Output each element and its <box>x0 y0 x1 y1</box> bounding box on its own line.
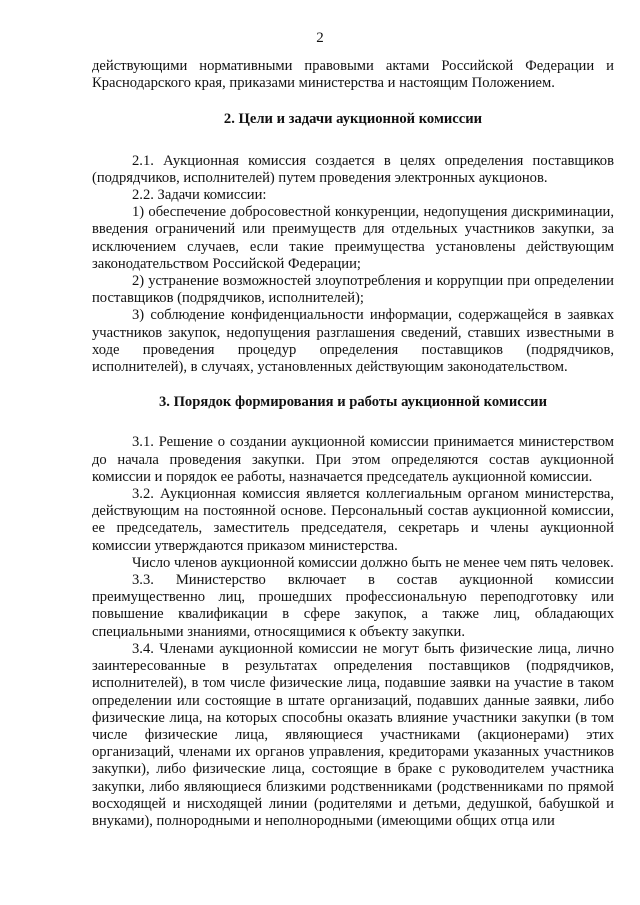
paragraph-3-4: 3.4. Членами аукционной комиссии не могут быть физические лица, лично заинтересованные в результатах определения поставщиков (подрядчиков, исполнителей), в том числе физические лица, подавшие заявки на участие в таком определении или состоящие в штате организаций, подавших данные заявки, либо физические лица, на которых способны оказать влияние участники закупки (в том числе физические лица, являющиеся участниками (акционерами) этих организаций, членами их органов управления, кредиторами указанных участников закупки), либо физические лица, состоящие в браке с руководителем участника закупки, либо являющиеся близкими родственниками (родственниками по прямой восходящей и нисходящей линии (родителями и детьми, дедушкой, бабушкой и внуками), полнородными и неполнородными (имеющими общих отца или <box>92 640 614 829</box>
section-2-heading: 2. Цели и задачи аукционной комиссии <box>223 111 483 128</box>
task-item-2: 2) устранение возможностей злоупотребления и коррупции при определении поставщиков (подрядчиков, исполнителей); <box>92 273 614 307</box>
task-item-1: 1) обеспечение добросовестной конкуренции, недопущения дискриминации, введения ограничений или преимуществ для отдельных участников закупки, за исключением случаев, если такие преимущества установлены действующим законодательством Российской Федерации; <box>92 204 614 272</box>
paragraph-member-count: Число членов аукционной комиссии должно быть не менее чем пять человек. <box>132 554 614 571</box>
section-3-heading: 3. Порядок формирования и работы аукционной комиссии <box>158 394 547 411</box>
paragraph-3-1: 3.1. Решение о создании аукционной комиссии принимается министерством до начала проведения закупки. При этом определяются состав аукционной комиссии и порядок ее работы, назначается председатель аукционной комиссии. <box>92 434 614 485</box>
paragraph-3-2: 3.2. Аукционная комиссия является коллегиальным органом министерства, действующим на постоянной основе. Персональный состав аукционной комиссии, ее председатель, заместитель председателя, секретарь и члены аукционной комиссии утверждаются приказом министерства. <box>92 486 614 554</box>
page-number: 2 <box>316 30 324 46</box>
paragraph-3-3: 3.3. Министерство включает в состав аукционной комиссии преимущественно лиц, прошедших профессиональную переподготовку или повышение квалификации в сфере закупок, а также лиц, обладающих специальными знаниями, относящимися к объекту закупки. <box>92 572 614 640</box>
intro-paragraph: действующими нормативными правовыми актами Российской Федерации и Краснодарского края, приказами министерства и настоящим Положением. <box>92 58 614 92</box>
paragraph-2-2: 2.2. Задачи комиссии: <box>132 187 267 204</box>
task-item-3: 3) соблюдение конфиденциальности информации, содержащейся в заявках участников закупок, недопущения разглашения сведений, ставших известными в ходе проведения процедур определения поставщиков (подрядчиков, исполнителей), в случаях, установленных действующим законодательством. <box>92 307 614 376</box>
paragraph-2-1: 2.1. Аукционная комиссия создается в целях определения поставщиков (подрядчиков, исполнителей) путем проведения электронных аукционов. <box>92 152 614 186</box>
document-body <box>92 58 614 830</box>
